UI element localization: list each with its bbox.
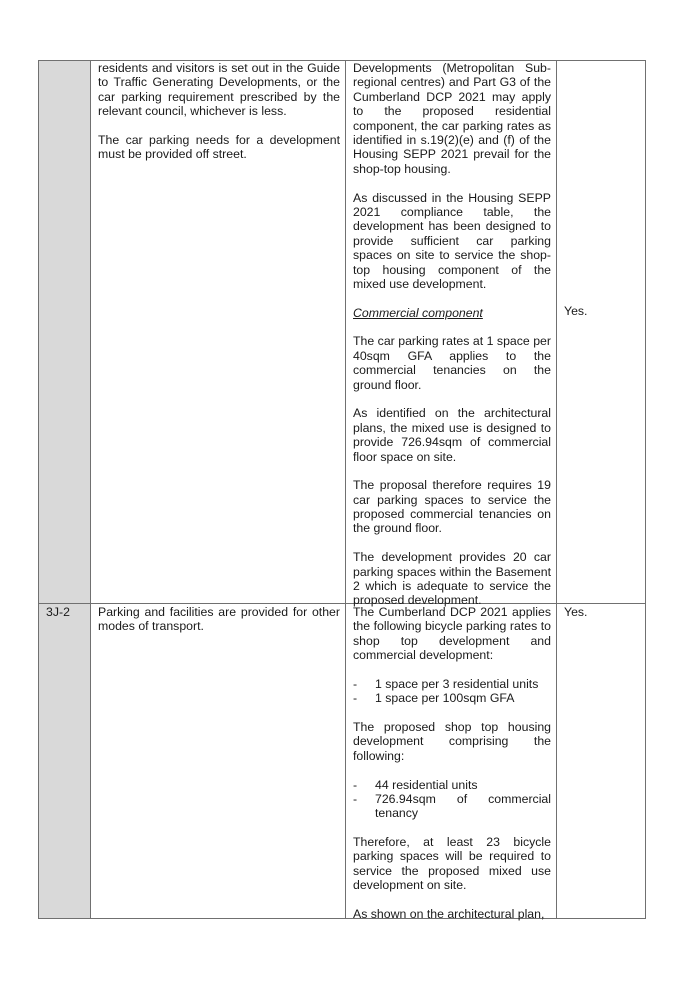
- assessment-paragraph: The car parking rates at 1 space per 40sqm GFA applies to the commercial tenancies on the ground floor.: [353, 334, 551, 392]
- assessment-paragraph: The proposed shop top housing development comprising the following:: [353, 720, 551, 763]
- assessment-paragraph: The development provides 20 car parking spaces within the Basement 2 which is adequate to service the proposed development.: [353, 550, 551, 608]
- bicycle-rate-list: [353, 677, 551, 706]
- design-criteria-cell: [98, 605, 340, 634]
- table-border-left: [38, 60, 39, 919]
- column-divider: [345, 60, 346, 919]
- design-criteria-text: Parking and facilities are provided for other modes of transport.: [98, 605, 340, 634]
- list-item-text: 44 residential units: [375, 777, 478, 792]
- assessment-cell: [353, 605, 551, 921]
- development-composition-list: [353, 778, 551, 821]
- assessment-paragraph: The Cumberland DCP 2021 applies the following bicycle parking rates to shop top development and commercial development:: [353, 605, 551, 663]
- design-criteria-text: residents and visitors is set out in the Guide to Traffic Generating Developments, or the car parking requirement prescribed by the relevant council, whichever is less.: [98, 61, 340, 119]
- compliance-status: Yes.: [564, 605, 588, 619]
- list-item: [353, 691, 551, 705]
- list-item: [353, 778, 551, 792]
- assessment-subheading: Commercial component: [353, 305, 483, 320]
- bullet-dash: -: [353, 691, 358, 706]
- list-item-text: 726.94sqm of commercial tenancy: [375, 791, 551, 821]
- design-criteria-text: The car parking needs for a development must be provided off street.: [98, 132, 340, 162]
- assessment-cell: [353, 61, 551, 608]
- bullet-dash: -: [353, 791, 358, 806]
- bullet-dash: -: [353, 676, 358, 691]
- list-item-text: 1 space per 3 residential units: [375, 676, 539, 691]
- assessment-paragraph: Developments (Metropolitan Sub-regional centres) and Part G3 of the Cumberland DCP 2021 may apply to the proposed residential component, the car parking rates as identified in s.19(2)(e) and (f) of the Housing SEPP 2021 prevail for the shop-top housing.: [353, 61, 551, 176]
- assessment-paragraph: As identified on the architectural plans, the mixed use is designed to provide 726.94sqm of commercial floor space on site.: [353, 406, 551, 464]
- table-border-bottom: [38, 918, 646, 919]
- bullet-dash: -: [353, 777, 358, 792]
- design-criteria-cell: [98, 61, 340, 162]
- list-item: [353, 792, 551, 821]
- list-item-text: 1 space per 100sqm GFA: [375, 691, 515, 706]
- compliance-status: Yes.: [564, 304, 588, 318]
- compliance-table: [38, 60, 646, 919]
- objective-ref: 3J-2: [46, 605, 70, 619]
- list-item: [353, 677, 551, 691]
- row-divider: [38, 603, 646, 604]
- assessment-paragraph: Therefore, at least 23 bicycle parking spaces will be required to service the proposed mixed use development on site.: [353, 835, 551, 893]
- reference-column-shading: [38, 60, 90, 919]
- column-divider: [556, 60, 557, 919]
- table-border-right: [645, 60, 646, 919]
- assessment-paragraph: As discussed in the Housing SEPP 2021 compliance table, the development has been designed to provide sufficient car parking spaces on site to service the shop-top housing component of the mixed use development.: [353, 190, 551, 291]
- column-divider: [90, 60, 91, 919]
- assessment-paragraph: The proposal therefore requires 19 car parking spaces to service the proposed commercial tenancies on the ground floor.: [353, 478, 551, 536]
- assessment-paragraph: As shown on the architectural plan,: [353, 906, 545, 921]
